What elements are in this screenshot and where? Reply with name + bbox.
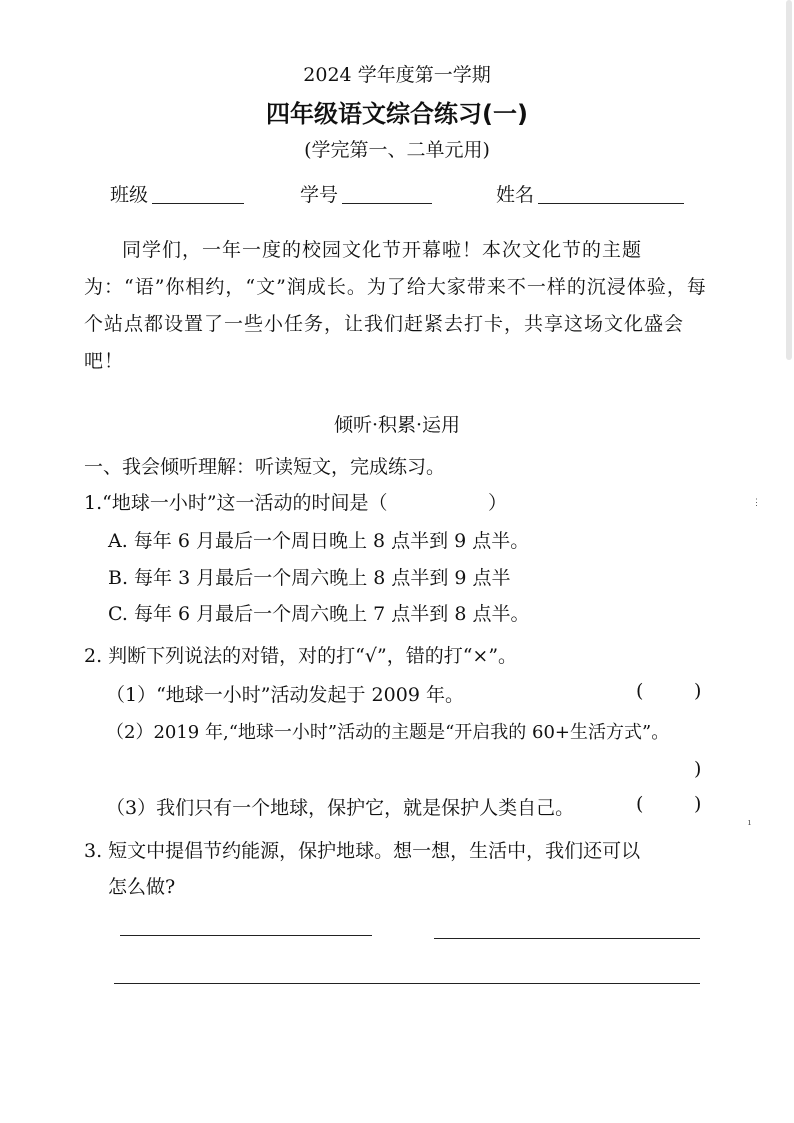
worksheet-title: 四年级语文综合练习(一) <box>266 100 528 128</box>
q2-item-2-paren-close[interactable]: ) <box>694 758 702 780</box>
q1-option-a[interactable]: A. 每年 6 月最后一个周日晚上 8 点半到 9 点半。 <box>108 530 530 552</box>
scrollbar-thumb[interactable] <box>786 0 792 360</box>
part-one-heading: 一、我会倾听理解：听读短文，完成练习。 <box>84 456 446 478</box>
intro-paragraph: 同学们，一年一度的校园文化节开幕啦！本次文化节的主题为：“语”你相约，“文”润成长。为了给大家带来不一样的沉浸体验，每个站点都设置了一些小任务，让我们赶紧去打卡，共享这场文化盛会吧！ <box>84 239 707 372</box>
term-heading: 2024 学年度第一学期 <box>303 64 491 86</box>
scan-mark-dots: ⋮ <box>752 498 761 508</box>
q3-answer-line-1[interactable] <box>120 935 372 936</box>
scan-mark-tick: ı <box>748 818 751 828</box>
q1-answer-paren[interactable]: ） <box>488 492 508 514</box>
q3-stem-line1: 3. 短文中提倡节约能源，保护地球。想一想，生活中，我们还可以 <box>84 840 641 862</box>
class-label: 班级 <box>110 184 149 206</box>
q3-answer-line-2[interactable] <box>434 938 700 939</box>
q1-stem: 1.“地球一小时”这一活动的时间是（ <box>84 492 388 514</box>
q2-item-1-paren-open[interactable]: ( <box>636 680 644 702</box>
q3-stem-line2: 怎么做? <box>108 876 176 898</box>
q3-answer-line-3[interactable] <box>114 983 700 984</box>
student-id-field-line[interactable] <box>342 203 432 204</box>
q2-item-1-paren-close[interactable]: ) <box>694 680 702 702</box>
class-field-line[interactable] <box>152 203 244 204</box>
q2-item-3-paren-close[interactable]: ) <box>694 793 702 815</box>
q2-item-2: （2）2019 年,“地球一小时”活动的主题是“开启我的 60+生活方式”。 <box>106 722 670 743</box>
q2-item-3-paren-open[interactable]: ( <box>636 793 644 815</box>
student-id-label: 学号 <box>300 184 339 206</box>
q1-option-c[interactable]: C. 每年 6 月最后一个周六晚上 7 点半到 8 点半。 <box>108 603 530 625</box>
section-heading: 倾听·积累·运用 <box>333 414 461 436</box>
q2-item-3: （3）我们只有一个地球，保护它，就是保护人类自己。 <box>106 797 575 819</box>
worksheet-subtitle: (学完第一、二单元用) <box>304 139 490 161</box>
name-field-line[interactable] <box>538 203 684 204</box>
name-label: 姓名 <box>496 184 535 206</box>
q2-item-1: （1）“地球一小时”活动发起于 2009 年。 <box>106 684 464 706</box>
q2-stem: 2. 判断下列说法的对错，对的打“√”，错的打“×”。 <box>84 645 518 667</box>
q1-option-b[interactable]: B. 每年 3 月最后一个周六晚上 8 点半到 9 点半 <box>108 567 511 589</box>
